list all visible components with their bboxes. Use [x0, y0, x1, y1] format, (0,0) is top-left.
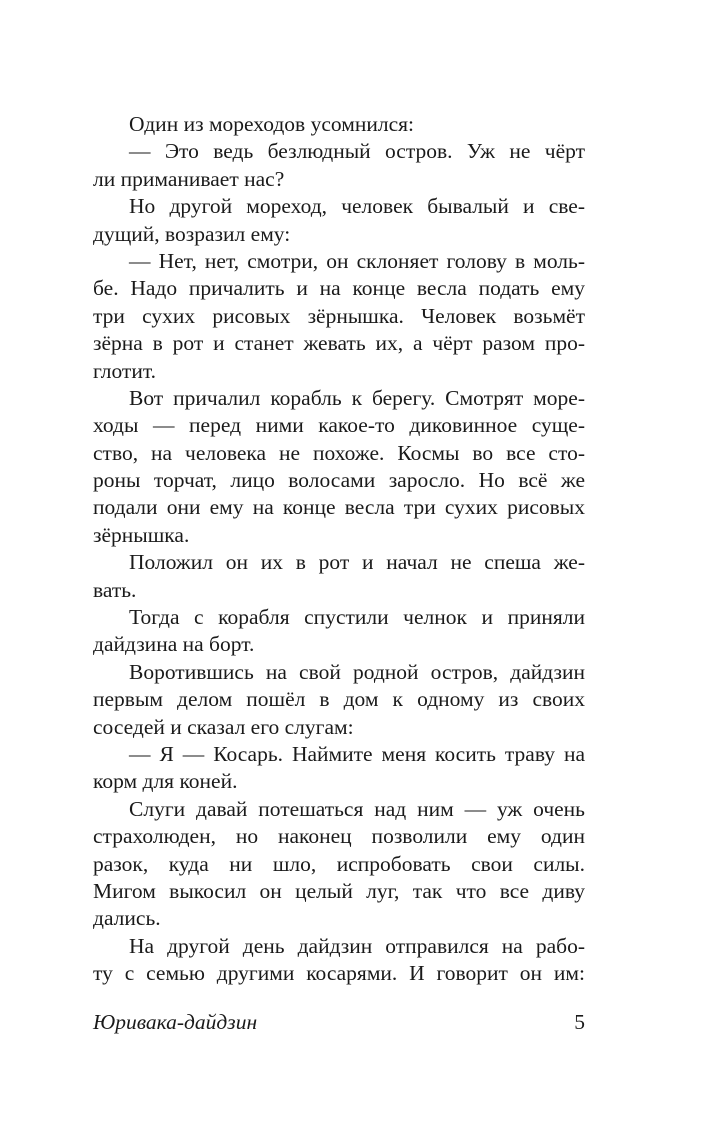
text-line: зёрнышка.: [93, 522, 190, 547]
text-line: На другой день дайдзин отправился на рабо-: [129, 933, 585, 958]
text-line: страхолюден, но наконец позволили ему один: [93, 824, 585, 849]
text-line: ли приманивает нас?: [93, 166, 285, 191]
text-line: дущий, возразил ему:: [93, 221, 291, 246]
text-line: Воротившись на свой родной остров, дайдзин: [129, 659, 585, 684]
text-line: соседей и сказал его слугам:: [93, 714, 354, 739]
body-text: [93, 111, 585, 988]
running-title: Юривака-дайдзин: [93, 1010, 258, 1034]
text-line: Тогда с корабля спустили челнок и приняли: [129, 605, 585, 630]
text-line: Вот причалил корабль к берегу. Смотрят море-: [129, 385, 585, 410]
text-line: подали они ему на конце весла три сухих рисовых: [93, 495, 585, 520]
text-line: ходы — перед ними какое-то диковинное суще-: [93, 413, 585, 438]
text-line: первым делом пошёл в дом к одному из своих: [93, 687, 585, 712]
text-line: зёрна в рот и станет жевать их, а чёрт разом про-: [93, 331, 585, 356]
text-line: роны торчат, лицо волосами заросло. Но всё же: [93, 468, 585, 493]
text-line: Один из мореходов усомнился:: [129, 112, 414, 136]
text-line: — Нет, нет, смотри, он склоняет голову в моль-: [129, 248, 585, 273]
text-line: Положил он их в рот и начал не спеша же-: [129, 550, 585, 575]
text-line: — Я — Косарь. Наймите меня косить траву на: [129, 741, 585, 766]
text-line: вать.: [93, 577, 137, 602]
text-line: Мигом выкосил он целый луг, так что все диву: [93, 878, 585, 903]
text-line: Но другой мореход, человек бывалый и све-: [129, 194, 585, 219]
text-line: Слуги давай потешаться над ним — уж очень: [129, 796, 585, 821]
text-line: разок, куда ни шло, испробовать свои силы.: [93, 851, 585, 876]
text-line: ство, на человека не похоже. Космы во все сто-: [93, 440, 585, 465]
text-line: дались.: [93, 906, 161, 931]
text-line: ту с семью другими косарями. И говорит он им:: [93, 961, 585, 986]
text-line: — Это ведь безлюдный остров. Уж не чёрт: [129, 139, 585, 164]
page-number: 5: [574, 1010, 585, 1034]
text-line: корм для коней.: [93, 769, 238, 794]
text-line: три сухих рисовых зёрнышка. Человек возьмёт: [93, 303, 585, 328]
text-line: глотит.: [93, 358, 156, 383]
text-line: дайдзина на борт.: [93, 632, 255, 657]
text-line: бе. Надо причалить и на конце весла подать ему: [93, 276, 585, 301]
